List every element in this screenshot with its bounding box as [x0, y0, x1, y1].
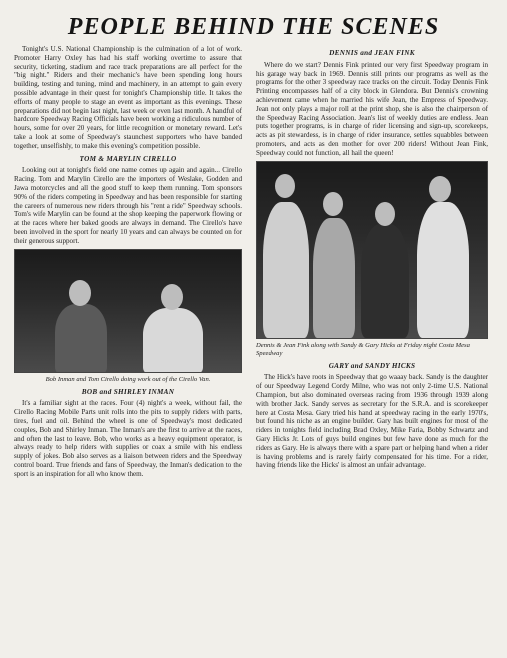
- section-heading-inman: BOB and SHIRLEY INMAN: [81, 387, 175, 396]
- section-heading-fink: DENNIS and JEAN FINK: [329, 49, 415, 57]
- section-heading-cirello: TOM & MARYLIN CIRELLO: [79, 154, 177, 163]
- section-heading-hicks: GARY and SANDY HICKS: [328, 361, 416, 370]
- fink-paragraph: Where do we start? Dennis Fink printed our very first Speedway program in his garage way back in 1969. Dennis still prints our programs as well as the programs for the other 3 speedway race tracks on the circuit. Today Dennis Fink Printing encompasses half of a city block in Glendora. But Dennis's crowning achievement came when he married his wife Jean, the Empress of Speedway. Jean not only plays a major roll at the print shop, she is also the chairperson of the Speedway Racing Association. Jean's list of weekly duties are endless. Jean puts together programs, is in charge of rider licensing and sign-up, scorekeeps, acts as pit stewardess, is in charge of rider insurance, settles squabbles between promoters, and acts as den mother for over 200 riders! Without Jean Fink, Speedway could not function, all hail the queen!: [256, 60, 488, 157]
- cirello-paragraph: Looking out at tonight's field one name comes up again and again... Cirello Racing. Tom and Marylin Cirello are the importers of Weslake, Godden and Jawa motorcycles and all the good stuff to keep them running. Tom sponsors 90% of the riders competing in Speedway and has been responsible for starting the careers of numerous new riders through his "rent a ride" Speedway schools. Tom's wife Marylin can be found at the shop keeping the paperwork flowing or at the races where her baked goods are always in demand. The Cirello's have been involved in the sport for nearly 10 years and can always be counted on for their generous support.: [14, 166, 242, 245]
- photo-inman-cirello: [14, 249, 242, 373]
- photo-caption-right: Dennis & Jean Fink along with Sandy & Gary Hicks at Friday night Costa Mesa Speedway: [256, 341, 470, 357]
- page-title: PEOPLE BEHIND THE SCENES: [67, 14, 440, 40]
- photo-fink-hicks: [256, 161, 488, 339]
- intro-paragraph: Tonight's U.S. National Championship is the culmination of a lot of work. Promoter Harry Oxley has had his staff working overtime to assure that security, ticketing, stadium and race track preparations are all perfect for the "big night." Riders and their mechanic's have been spending long hours building, testing and tuning, mind and machinery, in an attempt to gain every possible advantage in their quest for tonight's Championship title. It takes the efforts of many people to stage an event as important as this evenings. These preparations did not begin last night, last week or even last month. A handful of hardcore Speedway Racing Officials have been working a ridiculous number of hours, some for over 20 years, for little recognition or monetary reward. Let's take a look at some of Speedway's staunchest supporters who have banded together, unselfishly, to make this evening's competition possible.: [14, 45, 242, 150]
- hicks-paragraph: The Hick's have roots in Speedway that go waaay back. Sandy is the daughter of our Speedway Legend Cordy Milne, who was not only 2-time U.S. National Champion, but also dominated overseas racing from 1936 through 1939 along with brother Jack. Sandy serves as secretary for the S.R.A. and is scorekeeper here at Costa Mesa. Gary tried his hand at speedway racing in the early 1970's, but found his niche as an engine builder. Gary has built engines for most of the riders in tonights field including Brad Oxley, Mike Faria, Bobby Schwartz and Gary Hicks Jr. Lots of guys build engines but few have done as much for the riders as Gary. He is always there with a spare part or helping hand when a rider is having problems and is rarely fairly compensated for his time. For a rider, having friends like the Hicks' is almost an unfair advantage.: [256, 373, 488, 470]
- left-column: [14, 45, 242, 482]
- inman-paragraph: It's a familiar sight at the races. Four (4) night's a week, without fail, the Cirello Racing Mobile Parts unit rolls into the pits to supply riders with parts, tires, fuel and oil. Behind the wheel is one of Speedway's most dedicated couples, Bob and Shirley Inman. The Inman's are the first to arrive at the races, and often the last to leave. Bob, who works as a heavy equipment operator, is always ready to help riders with supplies or coax a smile with his endless supply of jokes. Bob also serves as a liaison between riders and the Speedway control board. True friends and fans of Speedway, the Inman's dedication to the sport is an inspiration for all who know them.: [14, 399, 242, 478]
- photo-caption-left: Bob Inman and Tom Cirello doing work out of the Cirello Van.: [45, 375, 211, 383]
- right-column: [256, 45, 488, 473]
